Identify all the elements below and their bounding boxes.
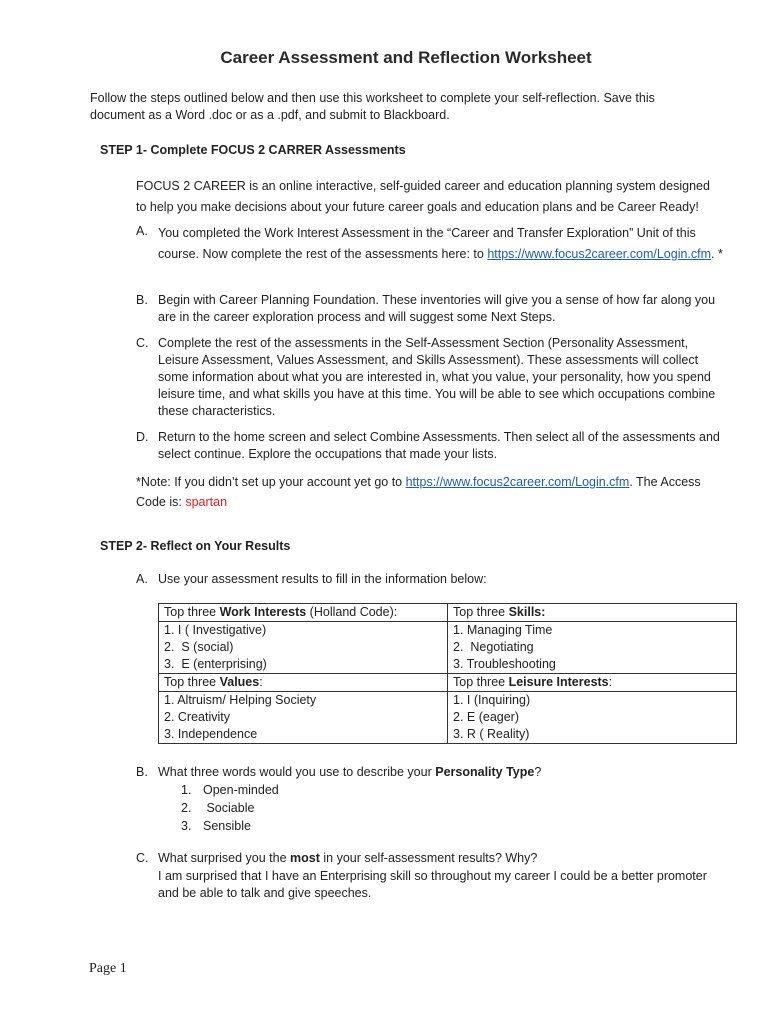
note-text: . The Access Code is: (136, 475, 701, 509)
item-text-part: What three words would you use to describe your (158, 765, 436, 779)
header-bold: Skills: (508, 605, 546, 619)
list-item: 3. R ( Reality) (453, 727, 530, 741)
access-note (136, 472, 726, 512)
list-value: Sensible (203, 819, 251, 833)
header-bold: Work Interests (219, 605, 307, 619)
leisure-header (448, 674, 737, 692)
header-text: Top three (453, 605, 509, 619)
item-label: D. (136, 430, 149, 444)
work-interests-header (159, 604, 448, 622)
header-text: Top three (164, 605, 220, 619)
table-row (159, 692, 737, 744)
list-item: 1. Managing Time (453, 623, 553, 637)
list-item: 3. Troubleshooting (453, 657, 556, 671)
item-label: A. (136, 224, 148, 238)
document-title: Career Assessment and Reflection Worksheet (220, 48, 592, 67)
header-bold: Values (219, 675, 260, 689)
focus2-login-link[interactable]: https://www.focus2career.com/Login.cfm (487, 246, 712, 261)
table-row (159, 622, 737, 674)
list-item: 1. Altruism/ Helping Society (164, 693, 317, 707)
skills-header (448, 604, 737, 622)
item-text-part: . * (711, 246, 723, 261)
item-text-part: in your self-assessment results? Why? (319, 851, 538, 865)
table-header-row (159, 604, 737, 622)
item-text-bold: most (290, 851, 320, 865)
item-label: C. (136, 851, 149, 865)
header-bold: Leisure Interests (508, 675, 609, 689)
item-text: Complete the rest of the assessments in the Self-Assessment Section (Personality Assessment, Leisure Assessment, Values Assessment, and Skills Assessment). These assessments will collect some information about what you are interested in, what you value, your personality, how you spend leisure time, and what skills you have at this time. You will be able to see which occupations combine these characteristics. (158, 336, 716, 418)
intro-paragraph: Follow the steps outlined below and then use this worksheet to complete your self-reflection. Save this document as a Word .doc or as a .pdf, and submit to Blackboard. (90, 91, 655, 122)
item-label: B. (136, 293, 148, 307)
surprise-answer: I am surprised that I have an Enterprising skill so throughout my career I could be a better promoter and be able to talk and give speeches. (158, 869, 707, 900)
values-cell (159, 692, 448, 744)
results-table (158, 603, 737, 744)
list-value: Open-minded (203, 783, 279, 797)
header-text: : (259, 675, 263, 689)
note-text: *Note: If you didn’t set up your account yet go to (136, 475, 406, 489)
leisure-cell (448, 692, 737, 744)
list-number: 1. (181, 783, 192, 797)
page-number: Page 1 (89, 961, 127, 976)
list-number: 3. (181, 819, 192, 833)
item-text-bold: Personality Type (435, 765, 535, 779)
item-label: C. (136, 336, 149, 350)
table-header-row (159, 674, 737, 692)
item-text (158, 764, 726, 781)
list-number: 2. (181, 801, 192, 815)
list-item: 1. I (Inquiring) (453, 693, 531, 707)
list-item: 1. I ( Investigative) (164, 623, 267, 637)
item-text: Return to the home screen and select Combine Assessments. Then select all of the assessments and select continue. Explore the occupations that made your lists. (158, 430, 720, 461)
item-text-part: You completed the Work Interest Assessment in the “Career and Transfer Exploration” Unit of this course. Now complete the rest of the assessments here: to (158, 226, 696, 261)
header-text: Top three (164, 675, 220, 689)
work-interests-cell (159, 622, 448, 674)
list-value: Sociable (203, 801, 255, 815)
list-item: 2. E (eager) (453, 710, 520, 724)
item-text (158, 850, 726, 867)
access-code: spartan (185, 495, 228, 509)
step1-lead-paragraph: FOCUS 2 CAREER is an online interactive, self-guided career and education planning system designed to help you make decisions about your future career goals and education plans and be Career Ready! (136, 179, 710, 214)
header-text: : (608, 675, 613, 689)
list-item: 2. Creativity (164, 710, 230, 724)
values-header (159, 674, 448, 692)
skills-cell (448, 622, 737, 674)
header-text: Top three (453, 675, 509, 689)
item-text-part: What surprised you the (158, 851, 291, 865)
list-item: 3. E (enterprising) (164, 657, 267, 671)
list-item: 2. Negotiating (453, 640, 534, 654)
item-text: Begin with Career Planning Foundation. These inventories will give you a sense of how far along you are in the career exploration process and will suggest some Next Steps. (158, 293, 716, 324)
list-item: 2. S (social) (164, 640, 234, 654)
item-text-part: ? (534, 765, 542, 779)
item-text: Use your assessment results to fill in the information below: (158, 572, 487, 586)
item-label: B. (136, 765, 148, 779)
step1-heading: STEP 1- Complete FOCUS 2 CARRER Assessments (100, 143, 406, 157)
focus2-login-link-note[interactable]: https://www.focus2career.com/Login.cfm (405, 475, 630, 489)
item-text (158, 223, 726, 264)
list-item: 3. Independence (164, 727, 258, 741)
step2-heading: STEP 2- Reflect on Your Results (100, 539, 291, 553)
header-text: (Holland Code): (306, 605, 398, 619)
item-label: A. (136, 572, 148, 586)
